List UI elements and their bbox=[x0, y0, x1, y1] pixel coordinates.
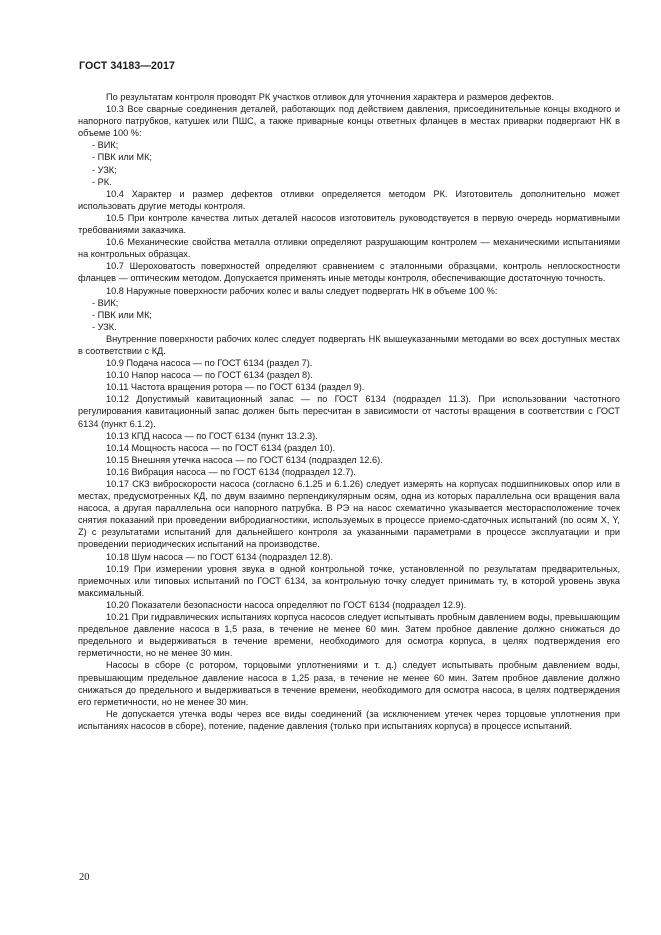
paragraph: Насосы в сборе (с ротором, торцовыми уплотнениями и т. д.) следует испытывать пробным давлением воды, превышающим предельное давление насоса в 1,25 раза, в течение не менее 60 мин. Затем пробное давление должно снижаться до предельного и выдерживаться в течение времени, необходимого для осмотра насоса, в целях подтверждения его герметичности, но не менее 30 мин. bbox=[78, 660, 620, 707]
list-item: - УЗК. bbox=[92, 321, 117, 332]
paragraph: 10.18 Шум насоса — по ГОСТ 6134 (подраздел 12.8). bbox=[106, 551, 334, 562]
document-body bbox=[78, 91, 620, 732]
paragraph: 10.16 Вибрация насоса — по ГОСТ 6134 (подраздел 12.7). bbox=[106, 466, 356, 477]
list-item: - ПВК или МК; bbox=[92, 309, 152, 320]
paragraph: По результатам контроля проводят РК участков отливок для уточнения характера и размеров дефектов. bbox=[106, 92, 555, 102]
paragraph: 10.12 Допустимый кавитационный запас — по ГОСТ 6134 (подраздел 11.3). При использовании частотного регулирования кавитационный запас должен быть пересчитан в зависимости от частоты вращения в соответствии с ГОСТ 6134 (пункт 6.1.2). bbox=[78, 394, 620, 429]
paragraph: 10.19 При измерении уровня звука в одной контрольной точке, установленной по результатам предварительных, приемочных или типовых испытаний по ГОСТ 6134, за контрольную точку следует принимать ту, в которой уровень звука максимальный. bbox=[78, 563, 620, 598]
paragraph: 10.9 Подача насоса — по ГОСТ 6134 (раздел 7). bbox=[106, 358, 313, 369]
paragraph: 10.4 Характер и размер дефектов отливки определяется методом РК. Изготовитель дополнительно может использовать другие методы контроля. bbox=[78, 188, 620, 211]
page-number: 20 bbox=[79, 872, 90, 883]
paragraph: Внутренние поверхности рабочих колес следует подвергать НК вышеуказанными методами во всех доступных местах в соответствии с КД. bbox=[78, 333, 620, 356]
paragraph: 10.5 При контроле качества литых деталей насосов изготовитель руководствуется в первую очередь нормативными требованиями заказчика. bbox=[78, 212, 620, 236]
list-item: - ВИК; bbox=[92, 140, 119, 151]
paragraph: Не допускается утечка воды через все виды соединений (за исключением утечек через торцовые уплотнения при испытаниях насосов в сборе), потение, падение давления (только при испытаниях корпуса) в процессе испытаний. bbox=[78, 708, 620, 731]
list-item: - УЗК; bbox=[92, 164, 117, 175]
list-item: - РК. bbox=[92, 176, 112, 187]
paragraph: 10.3 Все сварные соединения деталей, работающих под действием давления, присоединительные концы входного и напорного патрубков, катушек или ПШС, а также приварные концы ответных фланцев в местах приварки подвергают НК в объеме 100 %: bbox=[78, 104, 620, 139]
paragraph: 10.8 Наружные поверхности рабочих колес и валы следует подвергать НК в объеме 100 %: bbox=[106, 285, 498, 296]
paragraph: 10.20 Показатели безопасности насоса определяют по ГОСТ 6134 (подраздел 12.9). bbox=[106, 599, 467, 610]
list-item: - ПВК или МК; bbox=[92, 152, 152, 163]
paragraph: 10.21 При гидравлических испытаниях корпуса насосов следует испытывать пробным давлением воды, превышающим предельное давление насоса в 1,5 раза, в течение не менее 60 мин. Затем пробное давление должно снижаться до предельного и выдерживаться в течение времени, необходимого для осмотра корпуса, в целях подтверждения его герметичности, но не менее 30 мин. bbox=[78, 612, 620, 659]
paragraph: 10.15 Внешняя утечка насоса — по ГОСТ 6134 (подраздел 12.6). bbox=[106, 454, 383, 465]
paragraph: 10.17 СКЗ виброскорости насоса (согласно 6.1.25 и 6.1.26) следует измерять на корпусах подшипниковых опор или в местах, предусмотренных КД, по двум взаимно перпендикулярным осям, одна из которых параллельна оси вращения вала насоса, а другая параллельна оси напорного патрубка. В РЭ на насос схематично указывается месторасположение точек снятия показаний при проведении вибродиагностики, используемых в процессе приемо-сдаточных испытаний (по осям X, Y, Z) с результатами испытаний для дальнейшего контроля за указанными параметрами в процессе эксплуатации и при проведении периодических испытаний на производстве. bbox=[78, 479, 620, 550]
paragraph: 10.6 Механические свойства металла отливки определяют разрушающим контролем — механическими испытаниями на контрольных образцах. bbox=[78, 237, 620, 260]
document-header: ГОСТ 34183—2017 bbox=[79, 60, 176, 72]
paragraph: 10.14 Мощность насоса — по ГОСТ 6134 (раздел 10). bbox=[106, 442, 336, 453]
paragraph: 10.7 Шероховатость поверхностей определяют сравнением с эталонными образцами, контроль неплоскостности фланцев — оптическим методом. Допускается применять иные методы контроля, обеспечивающие достаточную точность. bbox=[78, 261, 620, 284]
paragraph: 10.13 КПД насоса — по ГОСТ 6134 (пункт 13.2.3). bbox=[106, 430, 318, 441]
paragraph: 10.10 Напор насоса — по ГОСТ 6134 (раздел 8). bbox=[106, 370, 313, 381]
list-item: - ВИК; bbox=[92, 297, 119, 308]
paragraph: 10.11 Частота вращения ротора — по ГОСТ 6134 (раздел 9). bbox=[106, 382, 365, 393]
